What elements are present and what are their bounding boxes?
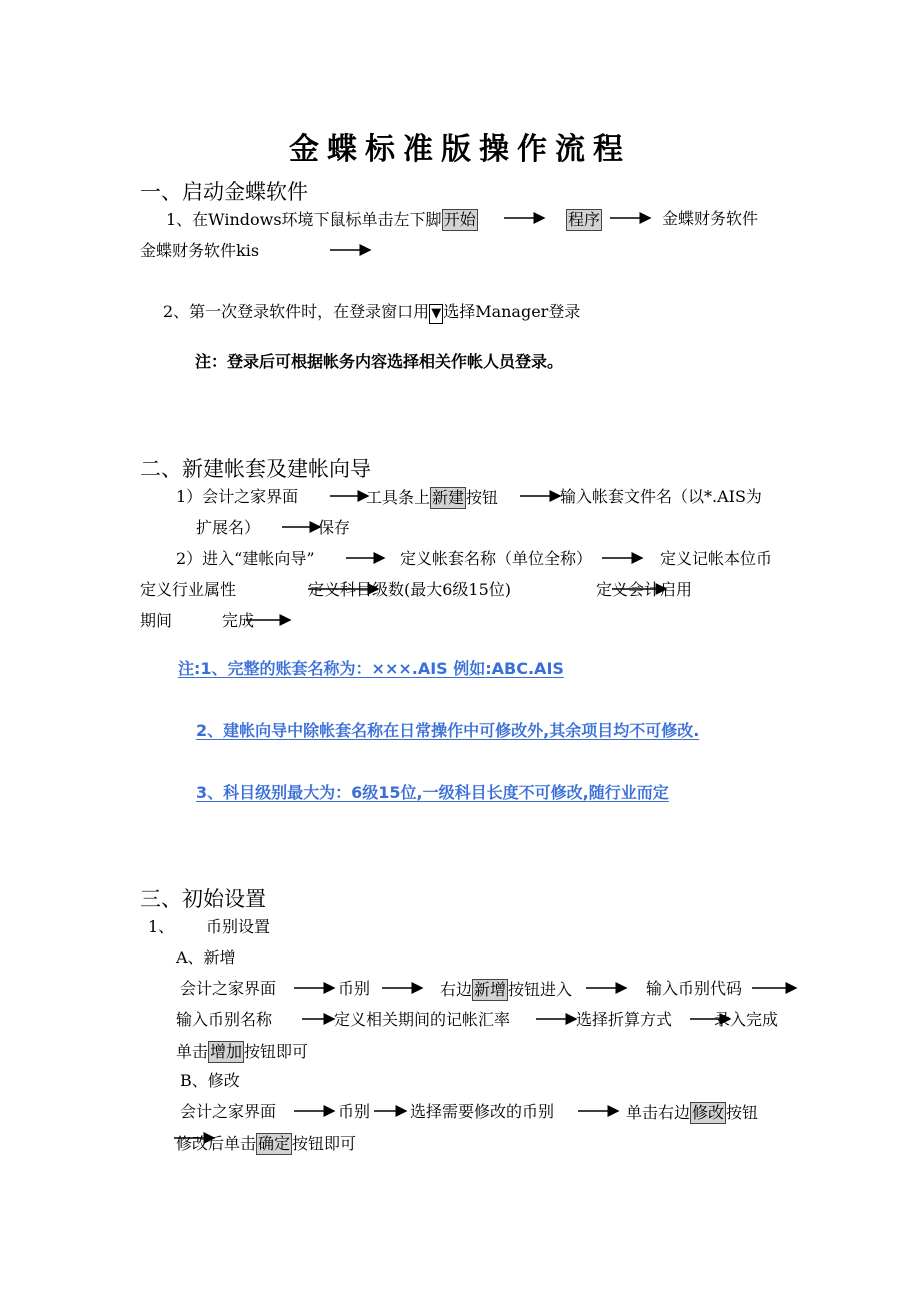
arrow-icon (306, 581, 382, 597)
section-2-heading: 二、新建帐套及建帐向导 (140, 457, 371, 481)
arrow-icon (292, 1103, 338, 1119)
s3-a2-c: 选择折算方式 (576, 1010, 673, 1029)
arrow-icon (600, 550, 646, 566)
arrow-icon (244, 612, 294, 628)
s2-l4-b: 定义科目级数(最大6级15位) (308, 580, 512, 599)
dropdown-triangle-icon: ▼ (429, 304, 443, 324)
program-button-label: 程序 (568, 210, 601, 229)
s3-sub1-num: 1、 (148, 917, 175, 936)
add-button-label: 新增 (474, 980, 507, 999)
s3-sub1-title: 币别设置 (206, 917, 271, 936)
s3-a1-a: 会计之家界面 (180, 979, 277, 998)
arrow-icon (576, 1103, 622, 1119)
start-button-label: 开始 (443, 210, 476, 229)
s2-note-2: 2、建帐向导中除帐套名称在日常操作中可修改外,其余项目均不可修改. (196, 721, 700, 740)
s2-l1-d: 输入帐套文件名（以*.AIS为 (560, 487, 762, 506)
s1-line2: 金蝶财务软件kis (140, 241, 260, 260)
s3-a1-d-text: 按钮进入 (508, 980, 573, 999)
s2-l3-b: 定义帐套名称（单位全称） (400, 549, 593, 568)
s3-b1-a: 会计之家界面 (180, 1102, 277, 1121)
arrow-icon (534, 1011, 580, 1027)
s2-l5-b: 完成 (222, 611, 255, 630)
s3-a1-e: 输入币别代码 (646, 979, 743, 998)
s2-l2-b: 保存 (318, 518, 351, 537)
arrow-icon (502, 210, 548, 226)
s2-l1-c-text: 按钮 (466, 488, 499, 507)
s1-kingdee-finance: 金蝶财务软件 (662, 209, 759, 228)
arrow-icon (372, 1103, 410, 1119)
arrow-icon (300, 1011, 338, 1027)
arrow-icon (380, 980, 426, 996)
s2-l2-a: 扩展名） (196, 518, 261, 537)
section-1-heading: 一、启动金蝶软件 (140, 180, 308, 204)
s3-a2-b: 定义相关期间的记帐汇率 (334, 1010, 511, 1029)
s3-b2 (176, 1133, 356, 1155)
s2-l5-a: 期间 (140, 611, 173, 630)
arrow-icon (750, 980, 800, 996)
s3-b1-d-text: 单击右边 (626, 1103, 691, 1122)
arrow-icon (608, 210, 654, 226)
s3-a2-a: 输入币别名称 (176, 1010, 273, 1029)
s3-a3 (176, 1041, 308, 1063)
s1-program (566, 209, 602, 231)
s3-a-heading: A、新增 (176, 948, 236, 967)
s1-line3-text-b: 选择Manager登录 (443, 302, 581, 321)
s1-line3-text-a: 2、第一次登录软件时，在登录窗口用 (163, 302, 430, 321)
document-title: 金蝶标准版操作流程 (289, 132, 631, 167)
arrow-icon (518, 488, 564, 504)
new-button-label: 新建 (432, 488, 465, 507)
s2-l3-c: 定义记帐本位币 (660, 549, 773, 568)
s2-note-1: 注:1、完整的账套名称为：×××.AIS 例如:ABC.AIS (178, 659, 564, 678)
s3-b1-c: 选择需要修改的币别 (410, 1102, 555, 1121)
s3-a2-d: 录入完成 (714, 1010, 779, 1029)
arrow-icon (610, 581, 670, 597)
arrow-icon (328, 242, 374, 258)
s1-line1 (166, 209, 478, 231)
s3-b-heading: B、修改 (180, 1071, 240, 1090)
s3-b2-text-a: 修改后单击 (176, 1134, 257, 1153)
modify-button-label: 修改 (692, 1103, 725, 1122)
increase-button-label: 增加 (210, 1042, 243, 1061)
s2-l3-a: 2）进入“建帐向导” (176, 549, 315, 568)
s3-b1-e-text: 按钮 (726, 1103, 759, 1122)
s2-l1-b (366, 487, 498, 509)
arrow-icon (292, 980, 338, 996)
s2-note-3: 3、科目级别最大为：6级15位,一级科目长度不可修改,随行业而定 (196, 783, 669, 802)
s3-b1-b: 币别 (338, 1102, 371, 1121)
arrow-icon (344, 550, 388, 566)
section-3-heading: 三、初始设置 (140, 887, 266, 911)
s3-a3-text-b: 按钮即可 (244, 1042, 309, 1061)
s1-note: 注：登录后可根据帐务内容选择相关作帐人员登录。 (195, 352, 564, 371)
s2-l4-c: 定义会计启用 (596, 580, 693, 599)
s3-a1-c (440, 979, 572, 1001)
s2-l4-a: 定义行业属性 (140, 580, 237, 599)
s1-line1-text: 1、在Windows环境下鼠标单击左下脚 (166, 210, 442, 229)
s2-l1-a: 1）会计之家界面 (176, 487, 299, 506)
s1-line3 (163, 302, 580, 324)
s3-a1-c-text: 右边 (440, 980, 473, 999)
arrow-icon (584, 980, 630, 996)
s3-b2-text-b: 按钮即可 (292, 1134, 357, 1153)
s2-l1-b-text: 工具条上 (366, 488, 431, 507)
s3-a3-text-a: 单击 (176, 1042, 209, 1061)
confirm-button-label: 确定 (258, 1134, 291, 1153)
s3-b1-d (626, 1102, 758, 1124)
s3-a1-b: 币别 (338, 979, 371, 998)
